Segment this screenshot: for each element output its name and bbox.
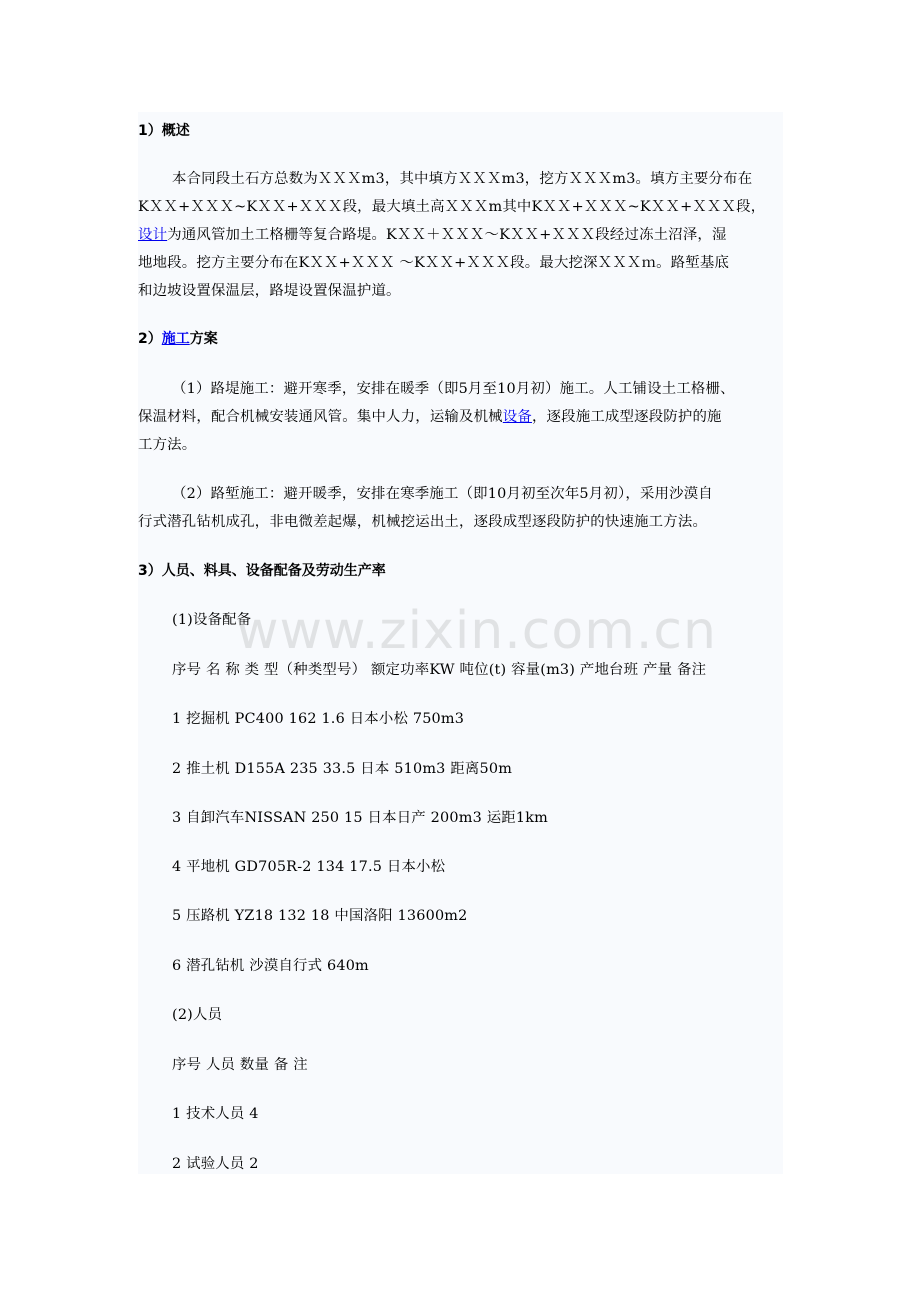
embankment-line-2-text: 保温材料，配合机械安装通风管。集中人力，运输及机械 bbox=[138, 409, 503, 425]
embankment-line-3: 工方法。 bbox=[138, 437, 197, 453]
heading-suffix: 方案 bbox=[189, 331, 218, 347]
section-heading-construction-plan bbox=[138, 330, 218, 348]
overview-line-5: 和边坡设置保温层，路堤设置保温护道。 bbox=[138, 283, 401, 299]
overview-line-4: 地地段。挖方主要分布在KＸＸ+ＸＸＸ ～KＸＸ+ＸＸＸ段。最大挖深ＸＸＸｍ。路堑基底 bbox=[138, 255, 730, 271]
embankment-line-2-tail: ，逐段施工成型逐段防护的施 bbox=[531, 409, 722, 425]
equipment-row: 5 压路机 YZ18 132 18 中国洛阳 13600m2 bbox=[172, 908, 468, 924]
equipment-row: 1 挖掘机 PC400 162 1.6 日本小松 750m3 bbox=[172, 711, 465, 727]
equipment-row: 4 平地机 GD705R-2 134 17.5 日本小松 bbox=[172, 859, 446, 875]
overview-line-1: 本合同段土石方总数为ＸＸＸm3，其中填方ＸＸＸm3，挖方ＸＸＸm3。填方主要分布在 bbox=[172, 171, 753, 187]
section-heading-overview: 1）概述 bbox=[138, 123, 190, 139]
personnel-title: (2)人员 bbox=[172, 1007, 223, 1023]
document-body bbox=[138, 112, 783, 1174]
link-construction[interactable]: 施工 bbox=[161, 331, 190, 347]
link-equipment[interactable]: 设备 bbox=[502, 409, 532, 425]
cutting-line-2: 行式潜孔钻机成孔，非电微差起爆，机械挖运出土，逐段成型逐段防护的快速施工方法。 bbox=[138, 514, 708, 530]
embankment-line-2 bbox=[138, 408, 722, 426]
equipment-row: 2 推土机 D155A 235 33.5 日本 510m3 距离50m bbox=[172, 761, 513, 777]
cutting-line-1: （2）路堑施工：避开暖季，安排在寒季施工（即10月初至次年5月初），采用沙漠自 bbox=[172, 486, 713, 502]
watermark: www.zixin.com.cn bbox=[236, 601, 717, 661]
equipment-row: 3 自卸汽车NISSAN 250 15 日本日产 200m3 运距1km bbox=[172, 810, 549, 826]
equipment-header: 序号 名 称 类 型（种类型号） 额定功率KW 吨位(t) 容量(m3) 产地台班 产量 备注 bbox=[172, 662, 707, 678]
equipment-row: 6 潜孔钻机 沙漠自行式 640m bbox=[172, 958, 369, 974]
personnel-row: 2 试验人员 2 bbox=[172, 1156, 259, 1172]
embankment-line-1: （1）路堤施工：避开寒季，安排在暖季（即5月至10月初）施工。人工铺设土工格栅、 bbox=[172, 381, 735, 397]
personnel-header: 序号 人员 数量 备 注 bbox=[172, 1057, 308, 1073]
heading-prefix: 2） bbox=[138, 331, 162, 347]
overview-line-2: KＸＸ+ＸＸＸ~KＸＸ+ＸＸＸ段，最大填土高ＸＸＸm其中KＸＸ+ＸＸＸ~KＸＸ+ＸＸＸ段， bbox=[138, 199, 766, 215]
section-heading-resources: 3）人员、料具、设备配备及劳动生产率 bbox=[138, 563, 386, 579]
overview-line-3-text: 为通风管加土工格栅等复合路堤。KＸＸ＋ＸＸＸ～KＸＸ+ＸＸＸ段经过冻土沼泽，湿 bbox=[167, 227, 727, 243]
link-design[interactable]: 设计 bbox=[138, 227, 168, 243]
equipment-title: (1)设备配备 bbox=[172, 612, 252, 628]
personnel-row: 1 技术人员 4 bbox=[172, 1106, 259, 1122]
overview-line-3 bbox=[138, 226, 727, 244]
